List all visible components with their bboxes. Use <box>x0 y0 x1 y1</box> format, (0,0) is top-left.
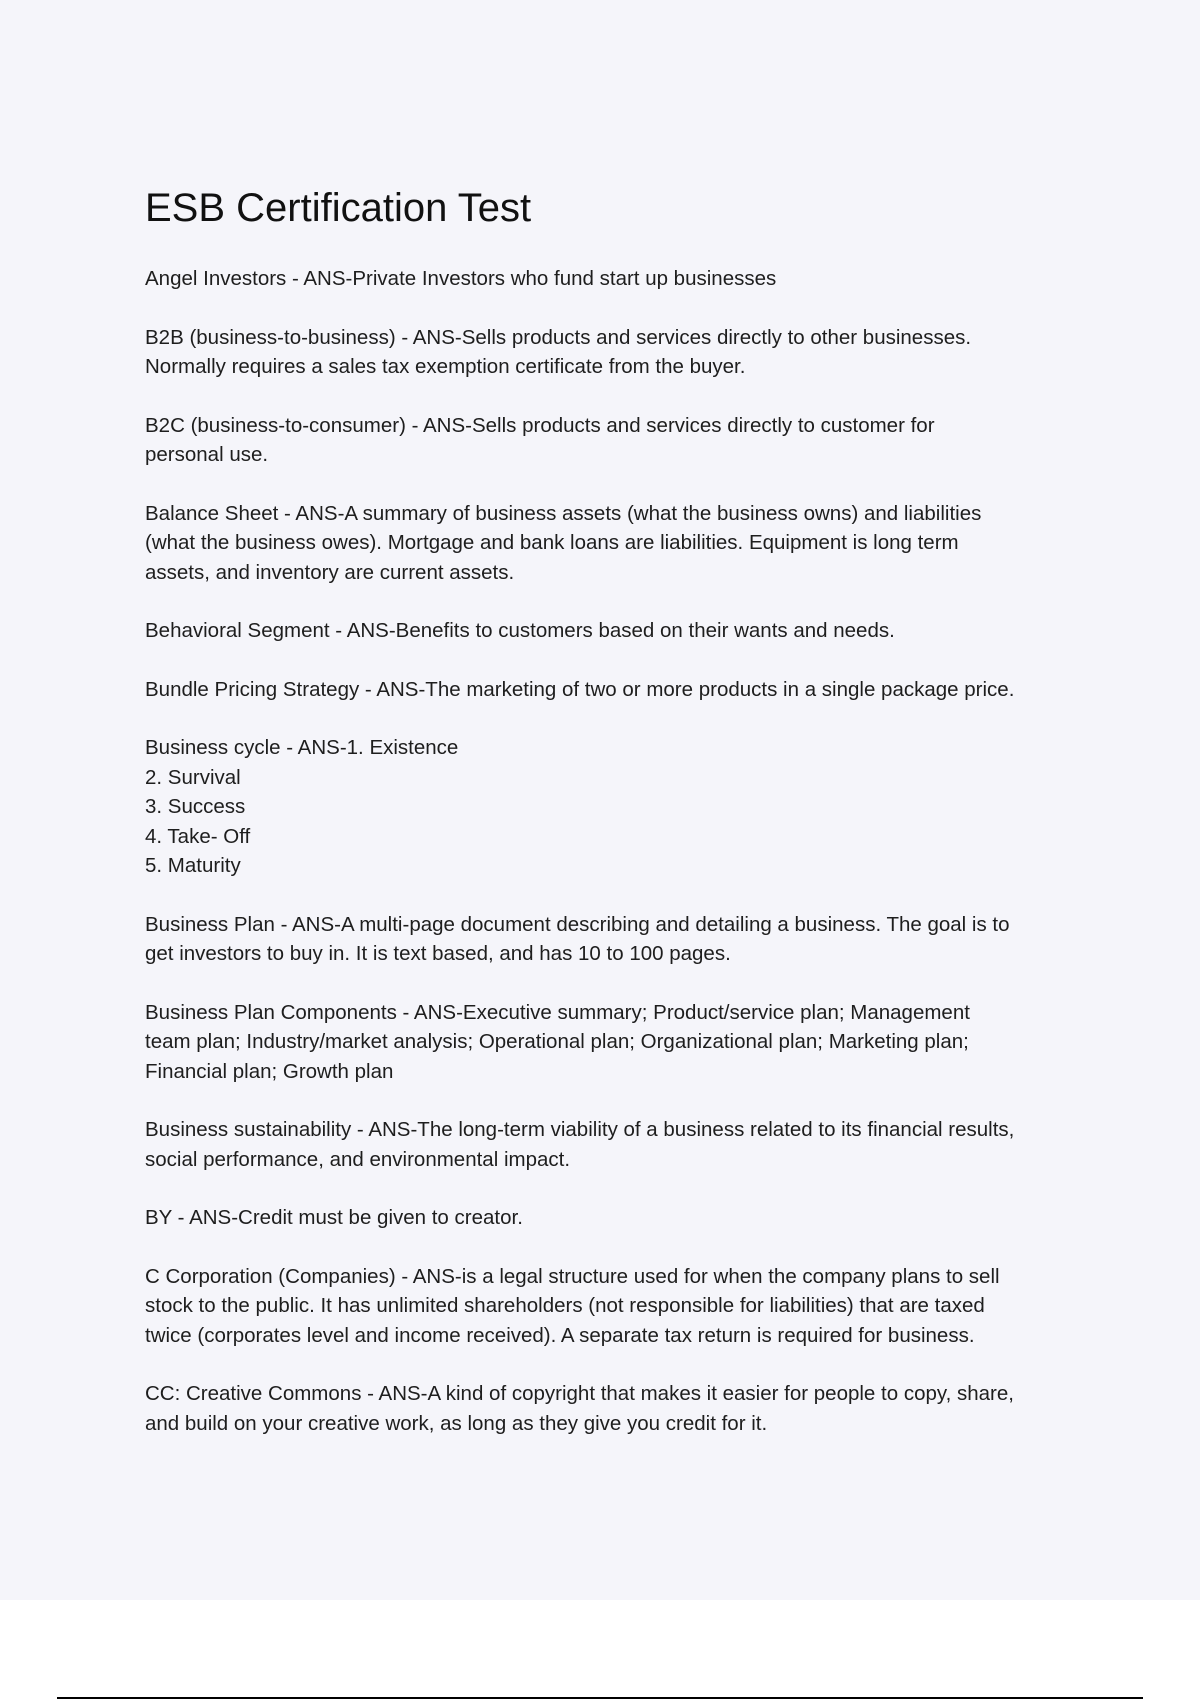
glossary-entry <box>145 616 1095 646</box>
glossary-entry-line: get investors to buy in. It is text based, and has 10 to 100 pages. <box>145 942 731 965</box>
glossary-entry <box>145 499 1095 588</box>
glossary-entry-line: 5. Maturity <box>145 854 241 877</box>
glossary-entry-line: Balance Sheet - ANS-A summary of business assets (what the business owns) and liabilities <box>145 501 982 525</box>
glossary-entry-line: Business Plan Components - ANS-Executive summary; Product/service plan; Management <box>145 1000 970 1024</box>
glossary-entry-line: personal use. <box>145 443 269 466</box>
glossary-entry-line: Business cycle - ANS-1. Existence <box>145 736 459 759</box>
document-title: ESB Certification Test <box>145 186 532 230</box>
glossary-entry <box>145 998 1095 1087</box>
glossary-entry-line: Business Plan - ANS-A multi-page document describing and detailing a business. The goal is to <box>145 912 1010 936</box>
glossary-entry-line: C Corporation (Companies) - ANS-is a legal structure used for when the company plans to sell <box>145 1264 1000 1288</box>
glossary-entry-line: B2B (business-to-business) - ANS-Sells products and services directly to other businesses. <box>145 325 972 349</box>
glossary-entry-line: and build on your creative work, as long as they give you credit for it. <box>145 1411 768 1435</box>
glossary-entry-line: 2. Survival <box>145 765 241 789</box>
glossary-entry-line: BY - ANS-Credit must be given to creator. <box>145 1206 523 1229</box>
glossary-entry <box>145 1262 1095 1351</box>
glossary-entry-line: team plan; Industry/market analysis; Operational plan; Organizational plan; Marketing plan; <box>145 1030 969 1053</box>
glossary-entries <box>145 264 1095 1438</box>
glossary-entry <box>145 264 1095 294</box>
glossary-entry-line: (what the business owes). Mortgage and bank loans are liabilities. Equipment is long term <box>145 531 959 554</box>
glossary-entry-line: Behavioral Segment - ANS-Benefits to customers based on their wants and needs. <box>145 619 895 642</box>
page-divider <box>57 1697 1143 1699</box>
glossary-entry-line: 3. Success <box>145 795 246 818</box>
glossary-entry-line: Business sustainability - ANS-The long-term viability of a business related to its financial results, <box>145 1118 1015 1141</box>
glossary-entry-line: Bundle Pricing Strategy - ANS-The marketing of two or more products in a single package price. <box>145 677 1015 701</box>
glossary-entry-line: Financial plan; Growth plan <box>145 1059 394 1083</box>
glossary-entry <box>145 675 1095 705</box>
glossary-entry-line: social performance, and environmental impact. <box>145 1147 571 1171</box>
glossary-entry-line: assets, and inventory are current assets. <box>145 560 515 584</box>
glossary-entry-line: 4. Take- Off <box>145 824 251 848</box>
glossary-entry <box>145 1379 1095 1438</box>
glossary-entry-line: Angel Investors - ANS-Private Investors who fund start up businesses <box>145 267 777 290</box>
glossary-entry-line: twice (corporates level and income received). A separate tax return is required for business. <box>145 1323 975 1347</box>
glossary-entry <box>145 1115 1095 1174</box>
glossary-entry <box>145 910 1095 969</box>
glossary-entry <box>145 733 1095 881</box>
document-content <box>145 180 1095 1467</box>
glossary-entry-line: Normally requires a sales tax exemption certificate from the buyer. <box>145 355 746 378</box>
glossary-entry <box>145 411 1095 470</box>
glossary-entry <box>145 1203 1095 1233</box>
glossary-entry-line: stock to the public. It has unlimited shareholders (not responsible for liabilities) that are taxed <box>145 1294 985 1317</box>
glossary-entry <box>145 323 1095 382</box>
glossary-entry-line: CC: Creative Commons - ANS-A kind of copyright that makes it easier for people to copy, share, <box>145 1382 1014 1405</box>
glossary-entry-line: B2C (business-to-consumer) - ANS-Sells products and services directly to customer for <box>145 413 935 437</box>
